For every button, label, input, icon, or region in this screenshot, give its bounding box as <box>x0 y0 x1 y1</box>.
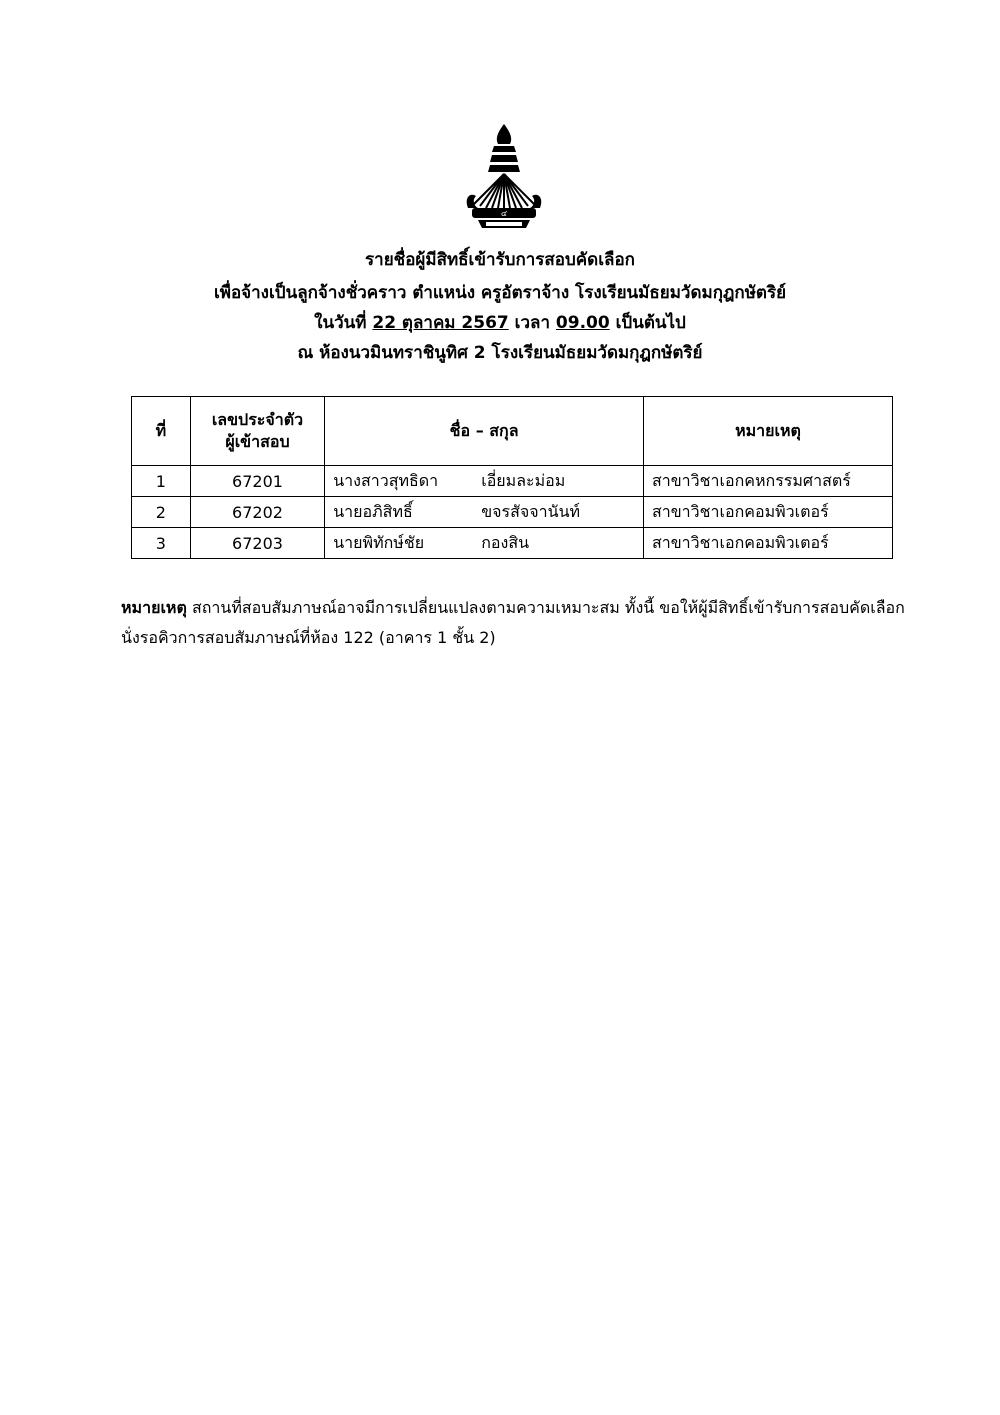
exam-date: 22 ตุลาคม 2567 <box>372 313 509 333</box>
row-name <box>325 528 644 559</box>
row-note: สาขาวิชาเอกคอมพิวเตอร์ <box>643 528 892 559</box>
row-no: 2 <box>132 497 191 528</box>
row-last-name: กองสิน <box>481 532 530 552</box>
header-id-line1: เลขประจำตัว <box>211 410 304 429</box>
header-id-line2: ผู้เข้าสอบ <box>225 432 290 451</box>
table-row <box>132 497 893 528</box>
document-title-line1: รายชื่อผู้มีสิทธิ์เข้ารับการสอบคัดเลือก <box>365 250 635 270</box>
date-prefix: ในวันที่ <box>314 313 373 333</box>
row-name <box>325 497 644 528</box>
row-candidate-id: 67203 <box>190 528 324 559</box>
candidate-table <box>131 396 893 559</box>
row-first-name: นายพิทักษ์ชัย <box>333 532 425 552</box>
remark-label: หมายเหตุ <box>121 598 187 617</box>
remark-paragraph <box>121 593 911 653</box>
table-row <box>132 466 893 497</box>
exam-venue: ณ ห้องนวมินทราชินูทิศ 2 โรงเรียนมัธยมวัดมกุฎกษัตริย์ <box>297 343 703 363</box>
row-first-name: นางสาวสุทธิดา <box>333 470 439 490</box>
row-name <box>325 466 644 497</box>
row-last-name: ขจรสัจจานันท์ <box>481 501 581 521</box>
svg-text:๔: ๔ <box>500 209 508 218</box>
exam-date-line <box>0 310 1000 336</box>
row-no: 1 <box>132 466 191 497</box>
table-header-row <box>132 397 893 466</box>
time-prefix: เวลา <box>508 313 556 333</box>
header-name: ชื่อ – สกุล <box>325 397 644 466</box>
row-candidate-id: 67202 <box>190 497 324 528</box>
document-title-line2: เพื่อจ้างเป็นลูกจ้างชั่วคราว ตำแหน่ง ครูอัตราจ้าง โรงเรียนมัธยมวัดมกุฎกษัตริย์ <box>213 283 787 303</box>
row-candidate-id: 67201 <box>190 466 324 497</box>
row-note: สาขาวิชาเอกคอมพิวเตอร์ <box>643 497 892 528</box>
header-no: ที่ <box>132 397 191 466</box>
exam-time: 09.00 <box>555 313 610 333</box>
row-first-name: นายอภิสิทธิ์ <box>333 501 413 521</box>
remark-text: สถานที่สอบสัมภาษณ์อาจมีการเปลี่ยนแปลงตามความเหมาะสม ทั้งนี้ ขอให้ผู้มีสิทธิ์เข้ารับการสอบคัดเลือกนั่งรอคิวการสอบสัมภาษณ์ที่ห้อง 122 (อาคาร 1 ชั้น 2) <box>121 598 905 647</box>
header-candidate-id <box>190 397 324 466</box>
row-note: สาขาวิชาเอกคหกรรมศาสตร์ <box>643 466 892 497</box>
school-emblem-icon <box>464 122 544 232</box>
row-last-name: เอี่ยมละม่อม <box>481 470 566 490</box>
time-suffix: เป็นต้นไป <box>609 313 686 333</box>
header-note: หมายเหตุ <box>643 397 892 466</box>
row-no: 3 <box>132 528 191 559</box>
table-row <box>132 528 893 559</box>
